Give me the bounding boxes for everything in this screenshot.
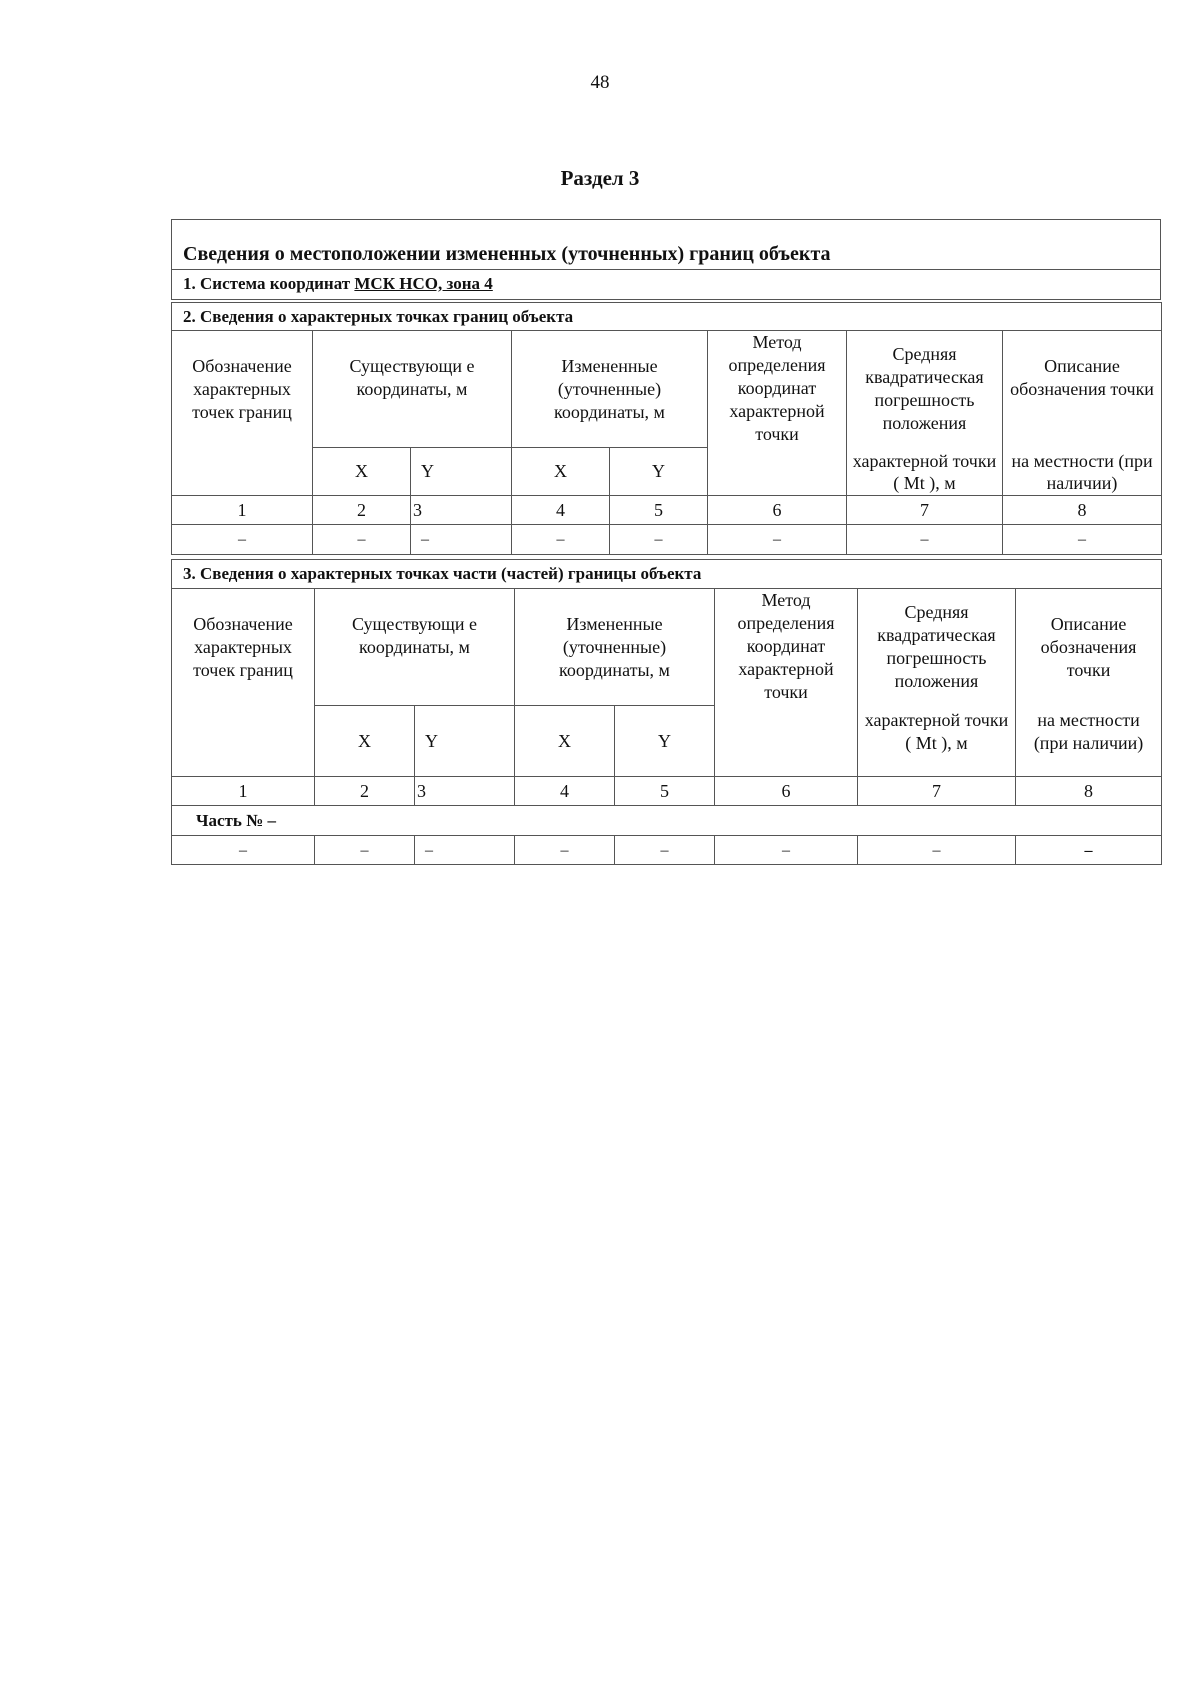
description-subheader: на местности (при наличии) — [1016, 706, 1162, 777]
coordinate-system-value: МСК НСО, зона 4 — [354, 274, 493, 293]
column-number: 4 — [512, 496, 610, 525]
block-title: Сведения о местоположении измененных (уточненных) границ объекта — [183, 243, 831, 265]
table-cell: – — [708, 525, 847, 555]
designation-header: Обозначение характерных точек границ — [172, 589, 315, 777]
coordinate-system-label — [183, 274, 555, 294]
description-header: Описание обозначения точки — [1003, 331, 1162, 448]
error-header: Средняя квадратическая погрешность положения — [858, 589, 1016, 706]
coordinate-system-row — [172, 270, 1160, 299]
changed-x-header: X — [512, 448, 610, 496]
column-number: 1 — [172, 777, 315, 806]
changed-y-header: Y — [610, 448, 708, 496]
table-cell: – — [610, 525, 708, 555]
table-cell: – — [615, 836, 715, 865]
table-cell: – — [315, 836, 415, 865]
column-number: 3 — [411, 496, 512, 525]
method-header: Метод определения координат характерной точки — [708, 331, 847, 496]
table-cell: – — [313, 525, 411, 555]
table-cell: – — [172, 525, 313, 555]
column-number: 5 — [610, 496, 708, 525]
table2-caption: 2. Сведения о характерных точках границ объекта — [172, 303, 1162, 331]
description-header: Описание обозначения точки — [1016, 589, 1162, 706]
section-title: Раздел 3 — [560, 166, 640, 190]
existing-y-header: Y — [411, 448, 512, 496]
column-number: 8 — [1016, 777, 1162, 806]
column-number: 4 — [515, 777, 615, 806]
table-cell: – — [1016, 836, 1162, 865]
existing-x-header: X — [313, 448, 411, 496]
changed-x-header: X — [515, 706, 615, 777]
table-cell: – — [715, 836, 858, 865]
column-number: 2 — [313, 496, 411, 525]
column-number: 8 — [1003, 496, 1162, 525]
method-header: Метод определения координат характерной точки — [715, 589, 858, 777]
column-number: 6 — [715, 777, 858, 806]
part-points-table — [171, 559, 1162, 865]
column-number: 7 — [847, 496, 1003, 525]
existing-coords-header: Существующи е координаты, м — [315, 589, 515, 706]
page-number: 48 — [590, 72, 610, 93]
part-label: Часть № – — [172, 806, 1162, 836]
table-cell: – — [515, 836, 615, 865]
table-cell: – — [172, 836, 315, 865]
table-cell: – — [1003, 525, 1162, 555]
column-number: 6 — [708, 496, 847, 525]
column-number: 2 — [315, 777, 415, 806]
changed-y-header: Y — [615, 706, 715, 777]
existing-y-header: Y — [415, 706, 515, 777]
column-number: 3 — [415, 777, 515, 806]
table-cell: – — [847, 525, 1003, 555]
changed-coords-header: Измененные (уточненные) координаты, м — [512, 331, 708, 448]
object-boundaries-header — [171, 219, 1161, 300]
coordinate-system-label-text: 1. Система координат — [183, 274, 355, 293]
existing-x-header: X — [315, 706, 415, 777]
error-subheader: характерной точки ( Mt ), м — [858, 706, 1016, 777]
description-subheader: на местности (при наличии) — [1003, 448, 1162, 496]
error-subheader: характерной точки ( Mt ), м — [847, 448, 1003, 496]
boundary-points-table — [171, 302, 1162, 555]
table-cell: – — [411, 525, 512, 555]
table-cell: – — [858, 836, 1016, 865]
table3-caption: 3. Сведения о характерных точках части (частей) границы объекта — [172, 560, 1162, 589]
changed-coords-header: Измененные (уточненные) координаты, м — [515, 589, 715, 706]
table-cell: – — [512, 525, 610, 555]
column-number: 7 — [858, 777, 1016, 806]
existing-coords-header: Существующи е координаты, м — [313, 331, 512, 448]
column-number: 5 — [615, 777, 715, 806]
designation-header: Обозначение характерных точек границ — [172, 331, 313, 496]
error-header: Средняя квадратическая погрешность положения — [847, 331, 1003, 448]
table-cell: – — [415, 836, 515, 865]
block-title-row — [172, 220, 1160, 270]
column-number: 1 — [172, 496, 313, 525]
